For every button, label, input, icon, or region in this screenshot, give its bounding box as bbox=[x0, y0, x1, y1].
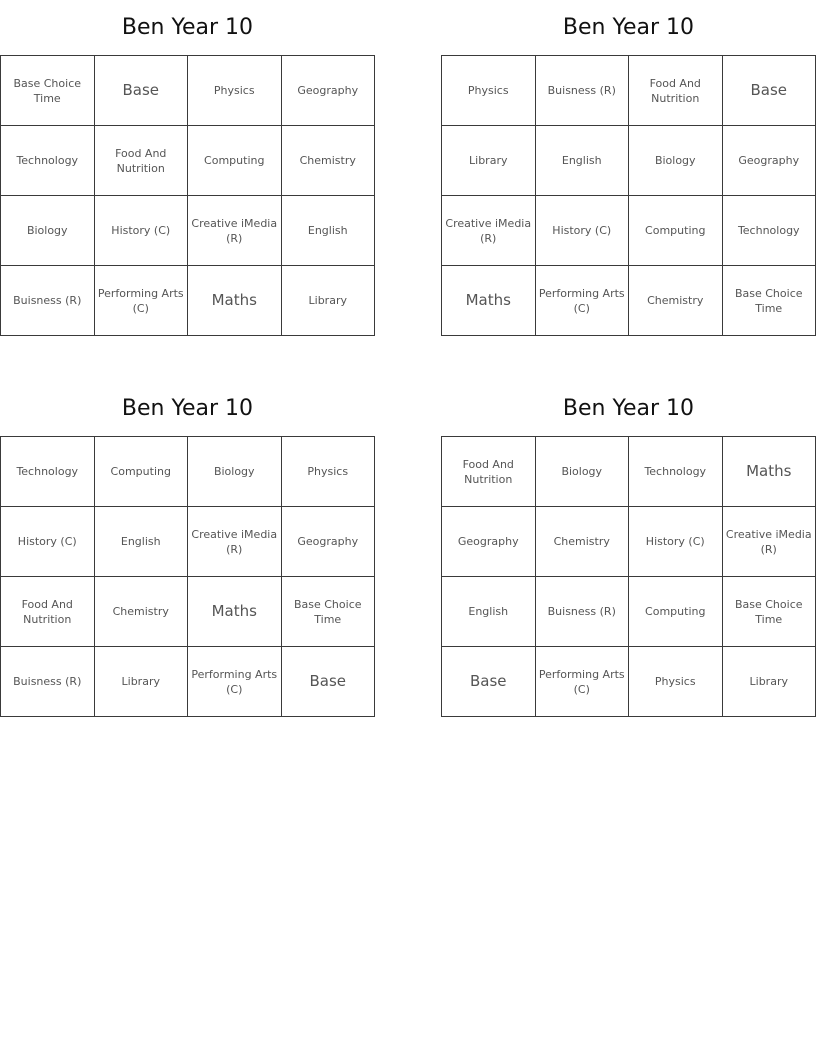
bingo-card-3 bbox=[0, 381, 375, 717]
grid-cell: Computing bbox=[188, 126, 282, 196]
grid-cell: Base Choice Time bbox=[723, 577, 816, 647]
grid-cell: Creative iMedia (R) bbox=[188, 507, 282, 577]
grid-cell: Physics bbox=[188, 56, 282, 126]
grid-cell: Performing Arts (C) bbox=[95, 266, 189, 336]
grid-cell: Chemistry bbox=[629, 266, 723, 336]
grid-cell: Performing Arts (C) bbox=[536, 647, 630, 717]
grid-cell: Geography bbox=[282, 56, 376, 126]
grid-cell: History (C) bbox=[1, 507, 95, 577]
grid-cell: Technology bbox=[1, 126, 95, 196]
grid-cell: Base Choice Time bbox=[1, 56, 95, 126]
grid-cell: Computing bbox=[629, 196, 723, 266]
grid-cell: Biology bbox=[536, 437, 630, 507]
grid-cell: Maths bbox=[188, 266, 282, 336]
grid-cell: Buisness (R) bbox=[536, 56, 630, 126]
grid-cell: Creative iMedia (R) bbox=[723, 507, 816, 577]
grid-cell: English bbox=[536, 126, 630, 196]
grid-cell: Food And Nutrition bbox=[1, 577, 95, 647]
bingo-grid bbox=[0, 55, 375, 336]
grid-cell: Maths bbox=[442, 266, 536, 336]
grid-cell: Biology bbox=[188, 437, 282, 507]
grid-cell: Library bbox=[282, 266, 376, 336]
grid-cell: Physics bbox=[629, 647, 723, 717]
grid-cell: Chemistry bbox=[282, 126, 376, 196]
grid-cell: Base bbox=[95, 56, 189, 126]
grid-cell: Performing Arts (C) bbox=[536, 266, 630, 336]
grid-cell: Geography bbox=[282, 507, 376, 577]
grid-cell: Biology bbox=[629, 126, 723, 196]
grid-cell: Base Choice Time bbox=[282, 577, 376, 647]
grid-cell: History (C) bbox=[95, 196, 189, 266]
grid-cell: Computing bbox=[95, 437, 189, 507]
grid-cell: Food And Nutrition bbox=[442, 437, 536, 507]
grid-cell: Buisness (R) bbox=[536, 577, 630, 647]
card-title: Ben Year 10 bbox=[121, 396, 254, 421]
grid-cell: Base bbox=[282, 647, 376, 717]
card-title: Ben Year 10 bbox=[562, 396, 695, 421]
grid-cell: History (C) bbox=[629, 507, 723, 577]
grid-cell: Geography bbox=[723, 126, 816, 196]
bingo-grid bbox=[441, 436, 816, 717]
grid-cell: Library bbox=[442, 126, 536, 196]
grid-cell: Food And Nutrition bbox=[629, 56, 723, 126]
bingo-card-2 bbox=[441, 0, 816, 336]
grid-cell: Library bbox=[723, 647, 816, 717]
grid-cell: Base bbox=[442, 647, 536, 717]
grid-cell: Technology bbox=[629, 437, 723, 507]
grid-cell: Creative iMedia (R) bbox=[188, 196, 282, 266]
grid-cell: Physics bbox=[282, 437, 376, 507]
grid-cell: Chemistry bbox=[95, 577, 189, 647]
bingo-grid bbox=[441, 55, 816, 336]
grid-cell: English bbox=[442, 577, 536, 647]
grid-cell: Library bbox=[95, 647, 189, 717]
bingo-card-4 bbox=[441, 381, 816, 717]
grid-cell: Biology bbox=[1, 196, 95, 266]
grid-cell: Computing bbox=[629, 577, 723, 647]
grid-cell: Maths bbox=[723, 437, 816, 507]
grid-cell: Physics bbox=[442, 56, 536, 126]
grid-cell: Technology bbox=[1, 437, 95, 507]
card-title: Ben Year 10 bbox=[121, 15, 254, 40]
grid-cell: Base bbox=[723, 56, 816, 126]
grid-cell: History (C) bbox=[536, 196, 630, 266]
grid-cell: Creative iMedia (R) bbox=[442, 196, 536, 266]
grid-cell: English bbox=[95, 507, 189, 577]
grid-cell: Buisness (R) bbox=[1, 647, 95, 717]
grid-cell: Geography bbox=[442, 507, 536, 577]
grid-cell: Performing Arts (C) bbox=[188, 647, 282, 717]
grid-cell: Chemistry bbox=[536, 507, 630, 577]
grid-cell: Maths bbox=[188, 577, 282, 647]
grid-cell: English bbox=[282, 196, 376, 266]
grid-cell: Buisness (R) bbox=[1, 266, 95, 336]
grid-cell: Base Choice Time bbox=[723, 266, 816, 336]
bingo-card-1 bbox=[0, 0, 375, 336]
bingo-grid bbox=[0, 436, 375, 717]
grid-cell: Food And Nutrition bbox=[95, 126, 189, 196]
card-title: Ben Year 10 bbox=[562, 15, 695, 40]
grid-cell: Technology bbox=[723, 196, 816, 266]
